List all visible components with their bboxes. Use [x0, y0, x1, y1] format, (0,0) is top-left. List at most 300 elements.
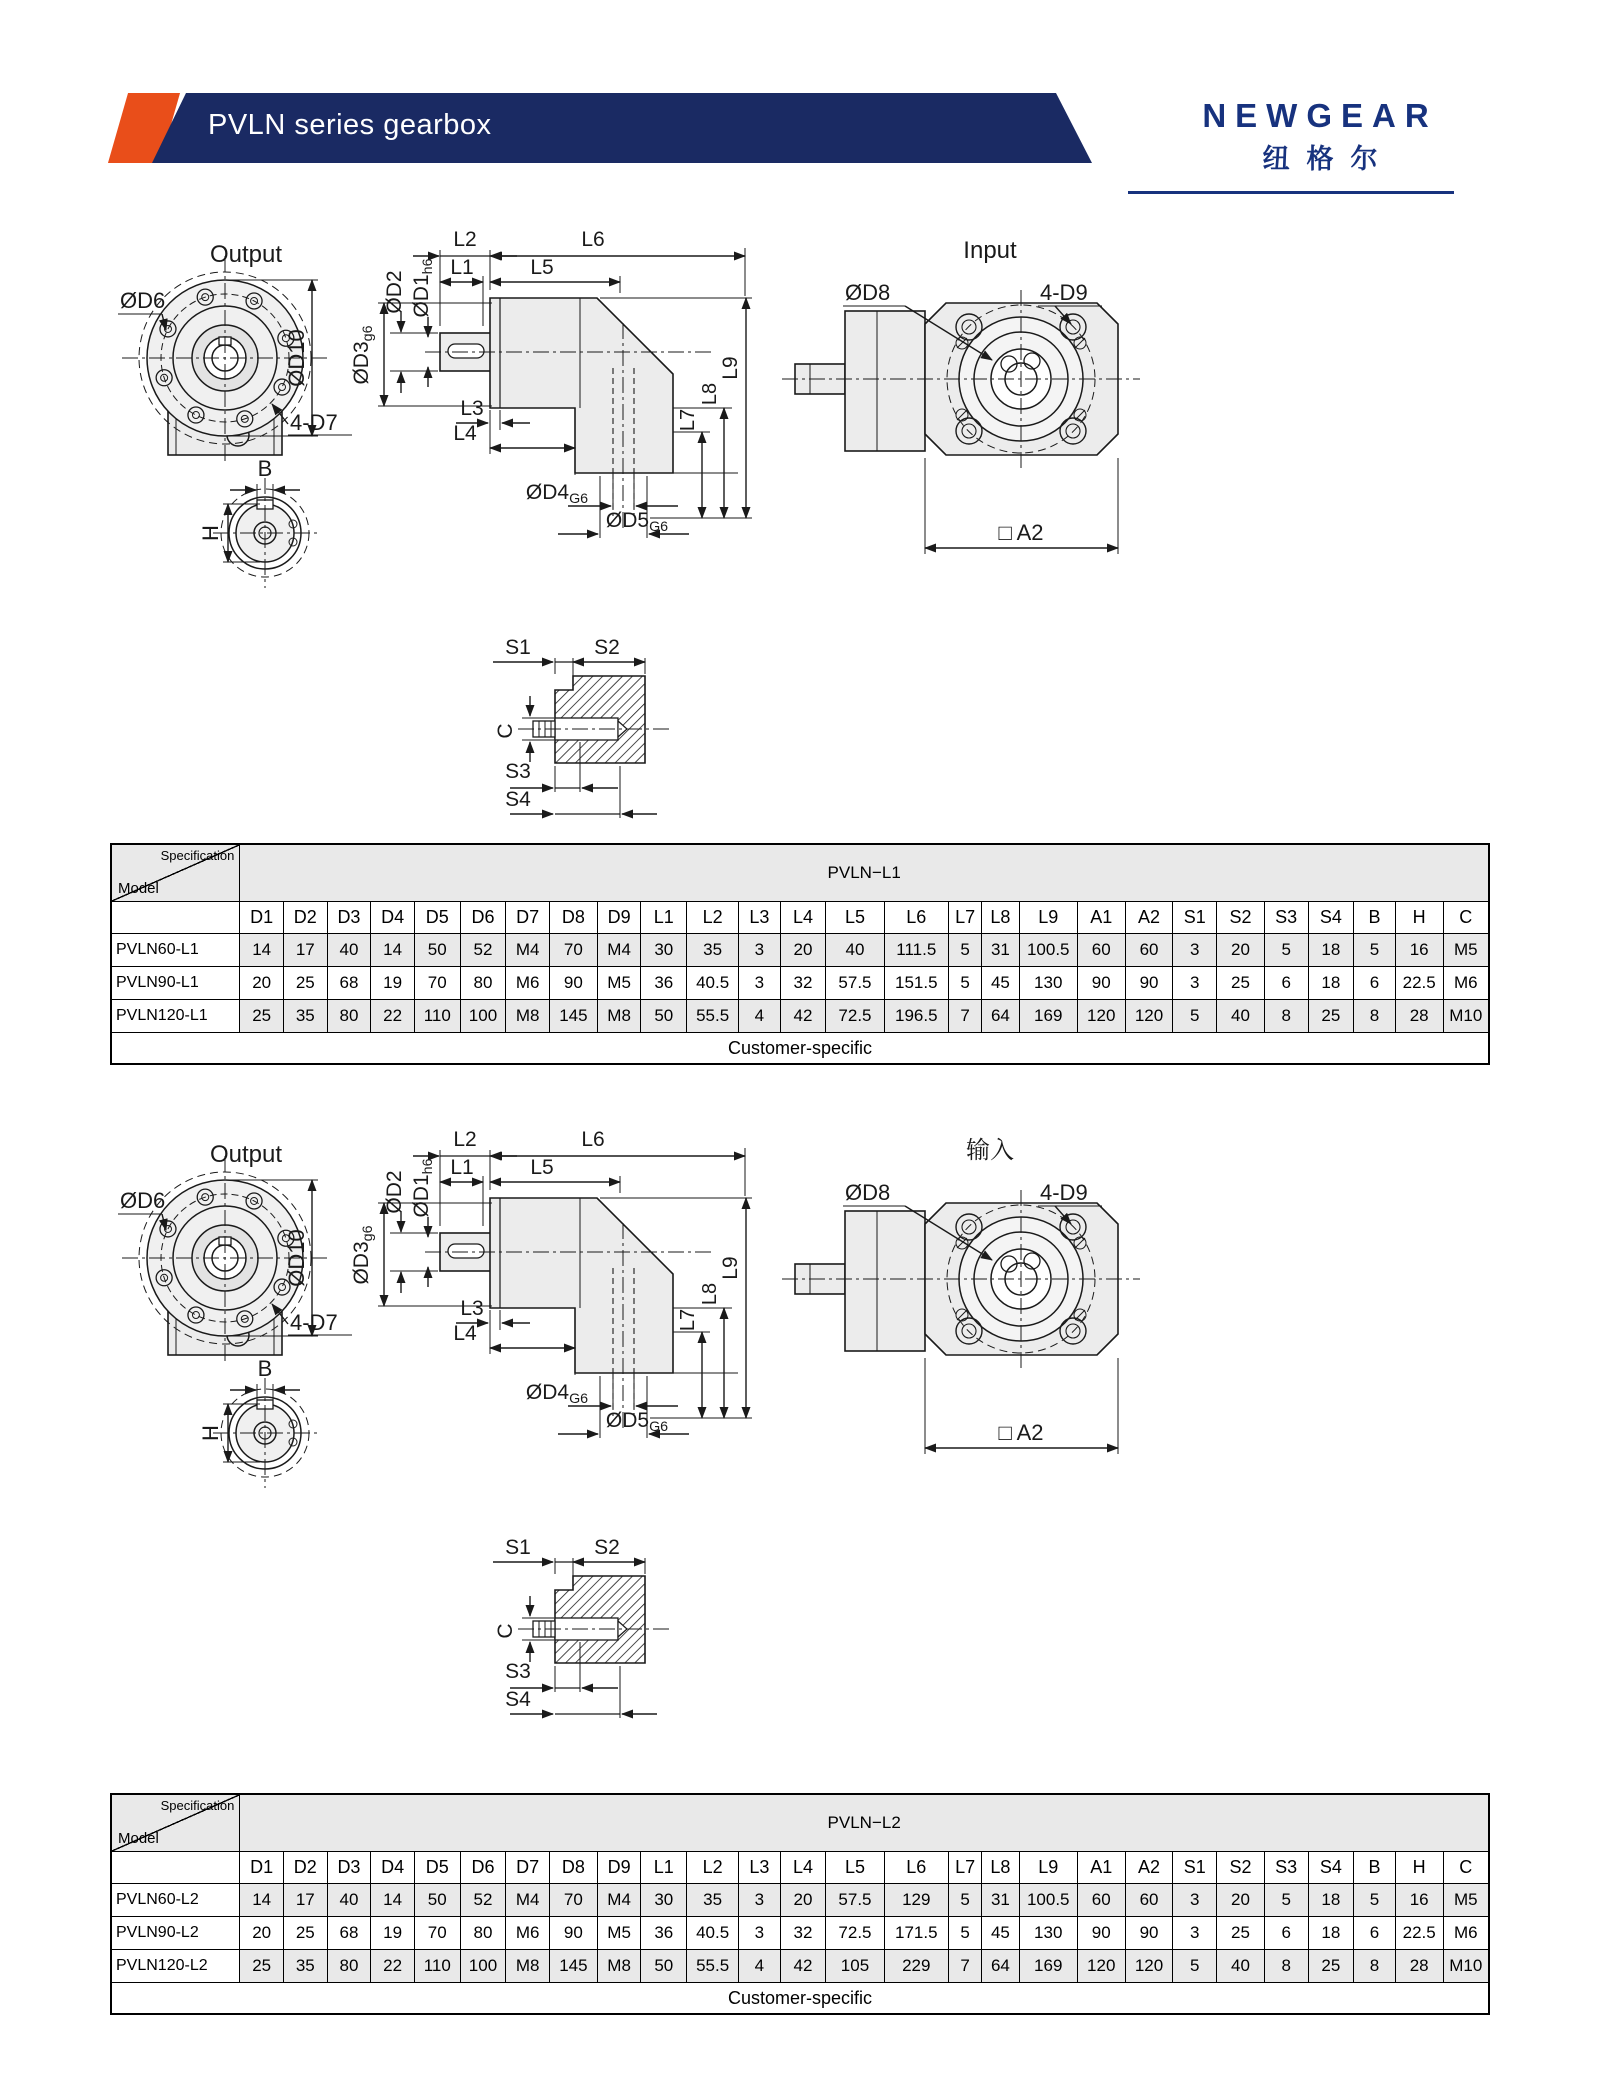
value-cell-s2: 20: [1217, 934, 1265, 967]
dim-d1: ØD1h6: [410, 258, 436, 318]
value-cell-d6: 100: [460, 1000, 506, 1033]
value-cell-d6: 80: [460, 1917, 506, 1950]
col-header-d7: D7: [506, 1852, 550, 1884]
spec-table-pvln-l1: [110, 843, 1490, 1065]
value-cell-d2: 25: [283, 1917, 327, 1950]
value-cell-a2: 90: [1125, 967, 1173, 1000]
output-view-label: Output: [210, 241, 283, 268]
value-cell-l5: 72.5: [826, 1000, 884, 1033]
value-cell-l4: 42: [780, 1000, 826, 1033]
dim-l9: L9: [719, 1256, 742, 1280]
dim-d4: ØD4G6: [525, 481, 589, 507]
col-header-d3: D3: [327, 902, 371, 934]
col-header-l7: L7: [948, 1852, 981, 1884]
col-header-s2: S2: [1217, 1852, 1265, 1884]
value-cell-l3: 3: [739, 1917, 781, 1950]
dim-s2: S2: [594, 1536, 620, 1559]
value-cell-l1: 30: [641, 1884, 687, 1917]
col-header-l1: L1: [641, 1852, 687, 1884]
col-header-c: C: [1443, 902, 1489, 934]
value-cell-l9: 169: [1019, 1950, 1077, 1983]
value-cell-d3: 40: [327, 1884, 371, 1917]
value-cell-l2: 40.5: [687, 1917, 739, 1950]
value-cell-c: M6: [1443, 1917, 1489, 1950]
table-row-pvln120-l2: [111, 1950, 1489, 1983]
col-header-d2: D2: [283, 902, 327, 934]
dim-d2: ØD2: [383, 1170, 406, 1214]
value-cell-s3: 5: [1264, 1884, 1308, 1917]
col-header-empty: [111, 1852, 240, 1884]
col-header-s3: S3: [1264, 902, 1308, 934]
dim-d8: ØD8: [845, 280, 891, 305]
output-shaft-end-view: [198, 456, 317, 588]
value-cell-s1: 3: [1173, 967, 1217, 1000]
col-header-l9: L9: [1019, 1852, 1077, 1884]
value-cell-c: M5: [1443, 934, 1489, 967]
col-header-d4: D4: [371, 902, 415, 934]
col-header-l3: L3: [739, 902, 781, 934]
value-cell-s2: 40: [1217, 1000, 1265, 1033]
col-header-c: C: [1443, 1852, 1489, 1884]
value-cell-d5: 50: [414, 1884, 460, 1917]
value-cell-l2: 40.5: [687, 967, 739, 1000]
dim-d6: ØD6: [120, 288, 166, 313]
value-cell-d2: 35: [283, 1950, 327, 1983]
value-cell-l6: 171.5: [884, 1917, 948, 1950]
value-cell-l3: 3: [739, 967, 781, 1000]
value-cell-b: 8: [1354, 1950, 1396, 1983]
col-header-d9: D9: [597, 1852, 641, 1884]
value-cell-l7: 7: [948, 1000, 981, 1033]
value-cell-d4: 22: [371, 1950, 415, 1983]
value-cell-s1: 5: [1173, 1950, 1217, 1983]
col-header-s4: S4: [1308, 1852, 1354, 1884]
value-cell-d3: 80: [327, 1950, 371, 1983]
dim-a2: □ A2: [998, 520, 1044, 545]
col-header-l2: L2: [687, 1852, 739, 1884]
value-cell-d4: 22: [371, 1000, 415, 1033]
value-cell-a1: 90: [1077, 967, 1125, 1000]
dim-l9: L9: [719, 356, 742, 380]
dim-d4: ØD4G6: [525, 1381, 589, 1407]
value-cell-s4: 18: [1308, 934, 1354, 967]
col-header-l8: L8: [982, 902, 1019, 934]
drawing-section-l2: [110, 1118, 1490, 1738]
value-cell-s2: 40: [1217, 1950, 1265, 1983]
value-cell-l8: 31: [982, 934, 1019, 967]
value-cell-d2: 35: [283, 1000, 327, 1033]
model-cell: PVLN90-L1: [111, 967, 240, 1000]
value-cell-l7: 5: [948, 967, 981, 1000]
corner-label-model: Model: [118, 880, 159, 897]
value-cell-s3: 8: [1264, 1950, 1308, 1983]
value-cell-l9: 100.5: [1019, 1884, 1077, 1917]
value-cell-h: 22.5: [1395, 967, 1443, 1000]
dim-l5: L5: [530, 1156, 554, 1179]
value-cell-d8: 145: [549, 1000, 597, 1033]
value-cell-b: 6: [1354, 1917, 1396, 1950]
value-cell-d7: M6: [506, 1917, 550, 1950]
col-header-b: B: [1354, 1852, 1396, 1884]
value-cell-d9: M5: [597, 1917, 641, 1950]
dim-l6: L6: [581, 228, 605, 251]
value-cell-l3: 3: [739, 1884, 781, 1917]
dim-d3: ØD3g6: [350, 1225, 376, 1285]
col-header-s4: S4: [1308, 902, 1354, 934]
value-cell-c: M10: [1443, 1000, 1489, 1033]
dim-s4: S4: [505, 788, 531, 811]
col-header-d8: D8: [549, 1852, 597, 1884]
value-cell-l2: 35: [687, 1884, 739, 1917]
value-cell-d1: 14: [240, 934, 284, 967]
value-cell-d7: M8: [506, 1000, 550, 1033]
col-header-l3: L3: [739, 1852, 781, 1884]
value-cell-s4: 18: [1308, 1884, 1354, 1917]
corner-label-specification: Specification: [160, 848, 235, 863]
value-cell-s2: 25: [1217, 967, 1265, 1000]
value-cell-l7: 5: [948, 934, 981, 967]
value-cell-d8: 90: [549, 967, 597, 1000]
side-view: [350, 1128, 752, 1438]
value-cell-l5: 57.5: [826, 967, 884, 1000]
dim-d5: ØD5G6: [605, 509, 669, 535]
value-cell-a1: 60: [1077, 934, 1125, 967]
value-cell-a2: 120: [1125, 1950, 1173, 1983]
col-header-s2: S2: [1217, 902, 1265, 934]
value-cell-d6: 52: [460, 1884, 506, 1917]
value-cell-l2: 35: [687, 934, 739, 967]
value-cell-d1: 14: [240, 1884, 284, 1917]
table-footer-note: Customer-specific: [111, 1983, 1489, 2015]
value-cell-l2: 55.5: [687, 1000, 739, 1033]
dim-d9: 4-D9: [1040, 280, 1088, 305]
value-cell-l7: 5: [948, 1884, 981, 1917]
model-cell: PVLN60-L1: [111, 934, 240, 967]
value-cell-h: 28: [1395, 1950, 1443, 1983]
value-cell-s3: 8: [1264, 1000, 1308, 1033]
value-cell-l8: 45: [982, 1917, 1019, 1950]
col-header-d5: D5: [414, 902, 460, 934]
value-cell-l4: 20: [780, 1884, 826, 1917]
value-cell-l6: 229: [884, 1950, 948, 1983]
value-cell-a2: 60: [1125, 934, 1173, 967]
value-cell-b: 5: [1354, 934, 1396, 967]
table-row-pvln90-l2: [111, 1917, 1489, 1950]
value-cell-s4: 25: [1308, 1000, 1354, 1033]
col-header-a2: A2: [1125, 1852, 1173, 1884]
value-cell-d5: 70: [414, 967, 460, 1000]
output-front-view: [118, 241, 352, 463]
dim-h: H: [198, 525, 223, 541]
value-cell-d3: 80: [327, 1000, 371, 1033]
dim-s2: S2: [594, 636, 620, 659]
value-cell-l4: 42: [780, 1950, 826, 1983]
gearbox-technical-drawing: [110, 218, 1490, 838]
side-view: [350, 228, 752, 538]
shaft-section-detail: [493, 636, 670, 818]
dim-l8: L8: [699, 382, 721, 406]
output-front-view: [118, 1141, 352, 1363]
value-cell-a2: 60: [1125, 1884, 1173, 1917]
value-cell-a1: 120: [1077, 1000, 1125, 1033]
value-cell-a1: 60: [1077, 1884, 1125, 1917]
value-cell-h: 16: [1395, 1884, 1443, 1917]
value-cell-d9: M4: [597, 934, 641, 967]
value-cell-d7: M8: [506, 1950, 550, 1983]
value-cell-d3: 68: [327, 1917, 371, 1950]
dim-d5: ØD5G6: [605, 1409, 669, 1435]
col-header-h: H: [1395, 1852, 1443, 1884]
value-cell-l1: 30: [641, 934, 687, 967]
value-cell-l6: 111.5: [884, 934, 948, 967]
value-cell-a2: 120: [1125, 1000, 1173, 1033]
value-cell-l9: 130: [1019, 1917, 1077, 1950]
col-header-h: H: [1395, 902, 1443, 934]
value-cell-d6: 100: [460, 1950, 506, 1983]
model-cell: PVLN60-L2: [111, 1884, 240, 1917]
dim-d2: ØD2: [383, 270, 406, 314]
table-row-pvln120-l1: [111, 1000, 1489, 1033]
dim-d10: ØD10: [284, 329, 309, 387]
value-cell-l1: 36: [641, 967, 687, 1000]
dim-d1: ØD1h6: [410, 1158, 436, 1218]
col-header-a2: A2: [1125, 902, 1173, 934]
value-cell-l4: 20: [780, 934, 826, 967]
col-header-d6: D6: [460, 1852, 506, 1884]
dim-h: H: [198, 1425, 223, 1441]
dim-l4: L4: [453, 1322, 477, 1345]
value-cell-s3: 5: [1264, 934, 1308, 967]
value-cell-a1: 120: [1077, 1950, 1125, 1983]
dim-c: C: [494, 1623, 517, 1639]
value-cell-l1: 50: [641, 1000, 687, 1033]
dim-l1: L1: [450, 1156, 474, 1179]
value-cell-d3: 40: [327, 934, 371, 967]
corner-label-model: Model: [118, 1830, 159, 1847]
value-cell-s4: 18: [1308, 967, 1354, 1000]
dim-d3: ØD3g6: [350, 325, 376, 385]
brand-logo: [1185, 97, 1455, 176]
output-shaft-end-view: [198, 1356, 317, 1488]
col-header-d2: D2: [283, 1852, 327, 1884]
dim-l2: L2: [453, 228, 477, 251]
col-header-d6: D6: [460, 902, 506, 934]
input-view: [782, 237, 1140, 554]
value-cell-d4: 14: [371, 1884, 415, 1917]
series-group-header: PVLN−L2: [240, 1794, 1489, 1852]
value-cell-d1: 20: [240, 1917, 284, 1950]
value-cell-b: 5: [1354, 1884, 1396, 1917]
value-cell-d2: 17: [283, 934, 327, 967]
table-footer-note: Customer-specific: [111, 1033, 1489, 1065]
dim-l7: L7: [677, 1308, 699, 1332]
col-header-s1: S1: [1173, 902, 1217, 934]
page-title: PVLN series gearbox: [208, 109, 492, 141]
value-cell-l3: 4: [739, 1950, 781, 1983]
table-row-pvln60-l1: [111, 934, 1489, 967]
dim-d6: ØD6: [120, 1188, 166, 1213]
value-cell-s1: 5: [1173, 1000, 1217, 1033]
value-cell-l7: 5: [948, 1917, 981, 1950]
value-cell-c: M6: [1443, 967, 1489, 1000]
input-view-label: Input: [963, 237, 1017, 264]
value-cell-d4: 14: [371, 934, 415, 967]
value-cell-s1: 3: [1173, 1917, 1217, 1950]
series-group-header: PVLN−L1: [240, 844, 1489, 902]
value-cell-d9: M8: [597, 1000, 641, 1033]
value-cell-l9: 100.5: [1019, 934, 1077, 967]
dim-d7: 4-D7: [290, 410, 338, 435]
dim-l5: L5: [530, 256, 554, 279]
shaft-section-detail: [493, 1536, 670, 1718]
value-cell-d4: 19: [371, 1917, 415, 1950]
dim-l1: L1: [450, 256, 474, 279]
value-cell-s1: 3: [1173, 1884, 1217, 1917]
value-cell-l8: 64: [982, 1000, 1019, 1033]
gearbox-technical-drawing: [110, 1118, 1490, 1738]
value-cell-d7: M4: [506, 934, 550, 967]
dim-l4: L4: [453, 422, 477, 445]
spec-table-corner: [111, 844, 240, 902]
value-cell-d1: 25: [240, 1000, 284, 1033]
value-cell-s2: 20: [1217, 1884, 1265, 1917]
value-cell-l2: 55.5: [687, 1950, 739, 1983]
col-header-l4: L4: [780, 1852, 826, 1884]
value-cell-s1: 3: [1173, 934, 1217, 967]
table-row-pvln60-l2: [111, 1884, 1489, 1917]
dim-a2: □ A2: [998, 1420, 1044, 1445]
col-header-d5: D5: [414, 1852, 460, 1884]
value-cell-c: M5: [1443, 1884, 1489, 1917]
col-header-l9: L9: [1019, 902, 1077, 934]
brand-name-cn: 纽格尔: [1262, 144, 1395, 174]
value-cell-d6: 52: [460, 934, 506, 967]
dim-l2: L2: [453, 1128, 477, 1151]
value-cell-c: M10: [1443, 1950, 1489, 1983]
value-cell-a2: 90: [1125, 1917, 1173, 1950]
col-header-l2: L2: [687, 902, 739, 934]
col-header-s3: S3: [1264, 1852, 1308, 1884]
value-cell-s4: 25: [1308, 1950, 1354, 1983]
dim-c: C: [494, 723, 517, 739]
dim-s4: S4: [505, 1688, 531, 1711]
model-cell: PVLN120-L2: [111, 1950, 240, 1983]
dim-l3: L3: [460, 397, 484, 420]
value-cell-d8: 70: [549, 934, 597, 967]
col-header-l8: L8: [982, 1852, 1019, 1884]
value-cell-d2: 17: [283, 1884, 327, 1917]
value-cell-l8: 45: [982, 967, 1019, 1000]
value-cell-d4: 19: [371, 967, 415, 1000]
input-view: [782, 1137, 1140, 1454]
spec-table-pvln-l2: [110, 1793, 1490, 2015]
value-cell-d2: 25: [283, 967, 327, 1000]
value-cell-s4: 18: [1308, 1917, 1354, 1950]
value-cell-d8: 145: [549, 1950, 597, 1983]
value-cell-h: 22.5: [1395, 1917, 1443, 1950]
value-cell-d5: 110: [414, 1000, 460, 1033]
value-cell-d7: M4: [506, 1884, 550, 1917]
value-cell-d9: M5: [597, 967, 641, 1000]
dim-d8: ØD8: [845, 1180, 891, 1205]
value-cell-d7: M6: [506, 967, 550, 1000]
spec-table-corner: [111, 1794, 240, 1852]
col-header-d9: D9: [597, 902, 641, 934]
value-cell-d1: 25: [240, 1950, 284, 1983]
col-header-d4: D4: [371, 1852, 415, 1884]
dim-s3: S3: [505, 1660, 531, 1683]
value-cell-d8: 90: [549, 1917, 597, 1950]
value-cell-s3: 6: [1264, 1917, 1308, 1950]
input-view-label: 输入: [966, 1137, 1014, 1164]
value-cell-l6: 151.5: [884, 967, 948, 1000]
col-header-d1: D1: [240, 902, 284, 934]
dim-s1: S1: [505, 636, 531, 659]
value-cell-d8: 70: [549, 1884, 597, 1917]
value-cell-d9: M8: [597, 1950, 641, 1983]
dim-l7: L7: [677, 408, 699, 432]
col-header-empty: [111, 902, 240, 934]
value-cell-b: 8: [1354, 1000, 1396, 1033]
value-cell-s3: 6: [1264, 967, 1308, 1000]
col-header-b: B: [1354, 902, 1396, 934]
dim-l3: L3: [460, 1297, 484, 1320]
col-header-d7: D7: [506, 902, 550, 934]
dim-d7: 4-D7: [290, 1310, 338, 1335]
value-cell-l5: 105: [826, 1950, 884, 1983]
col-header-d8: D8: [549, 902, 597, 934]
value-cell-l6: 129: [884, 1884, 948, 1917]
logo-divider: [1128, 191, 1454, 194]
dim-d9: 4-D9: [1040, 1180, 1088, 1205]
value-cell-l4: 32: [780, 967, 826, 1000]
value-cell-l5: 57.5: [826, 1884, 884, 1917]
col-header-d1: D1: [240, 1852, 284, 1884]
dim-l6: L6: [581, 1128, 605, 1151]
value-cell-l7: 7: [948, 1950, 981, 1983]
value-cell-h: 28: [1395, 1000, 1443, 1033]
table-row-pvln90-l1: [111, 967, 1489, 1000]
col-header-l1: L1: [641, 902, 687, 934]
value-cell-d5: 50: [414, 934, 460, 967]
col-header-l5: L5: [826, 1852, 884, 1884]
value-cell-d1: 20: [240, 967, 284, 1000]
col-header-l7: L7: [948, 902, 981, 934]
value-cell-d9: M4: [597, 1884, 641, 1917]
col-header-a1: A1: [1077, 1852, 1125, 1884]
dim-l8: L8: [699, 1282, 721, 1306]
value-cell-l6: 196.5: [884, 1000, 948, 1033]
dim-s3: S3: [505, 760, 531, 783]
value-cell-l5: 40: [826, 934, 884, 967]
value-cell-l4: 32: [780, 1917, 826, 1950]
value-cell-l1: 36: [641, 1917, 687, 1950]
col-header-d3: D3: [327, 1852, 371, 1884]
drawing-section-l1: [110, 218, 1490, 838]
output-view-label: Output: [210, 1141, 283, 1168]
col-header-l6: L6: [884, 902, 948, 934]
value-cell-l8: 64: [982, 1950, 1019, 1983]
value-cell-l3: 4: [739, 1000, 781, 1033]
dim-b: B: [257, 1356, 273, 1381]
value-cell-l9: 130: [1019, 967, 1077, 1000]
value-cell-h: 16: [1395, 934, 1443, 967]
col-header-l6: L6: [884, 1852, 948, 1884]
value-cell-d6: 80: [460, 967, 506, 1000]
value-cell-s2: 25: [1217, 1917, 1265, 1950]
col-header-a1: A1: [1077, 902, 1125, 934]
dim-s1: S1: [505, 1536, 531, 1559]
